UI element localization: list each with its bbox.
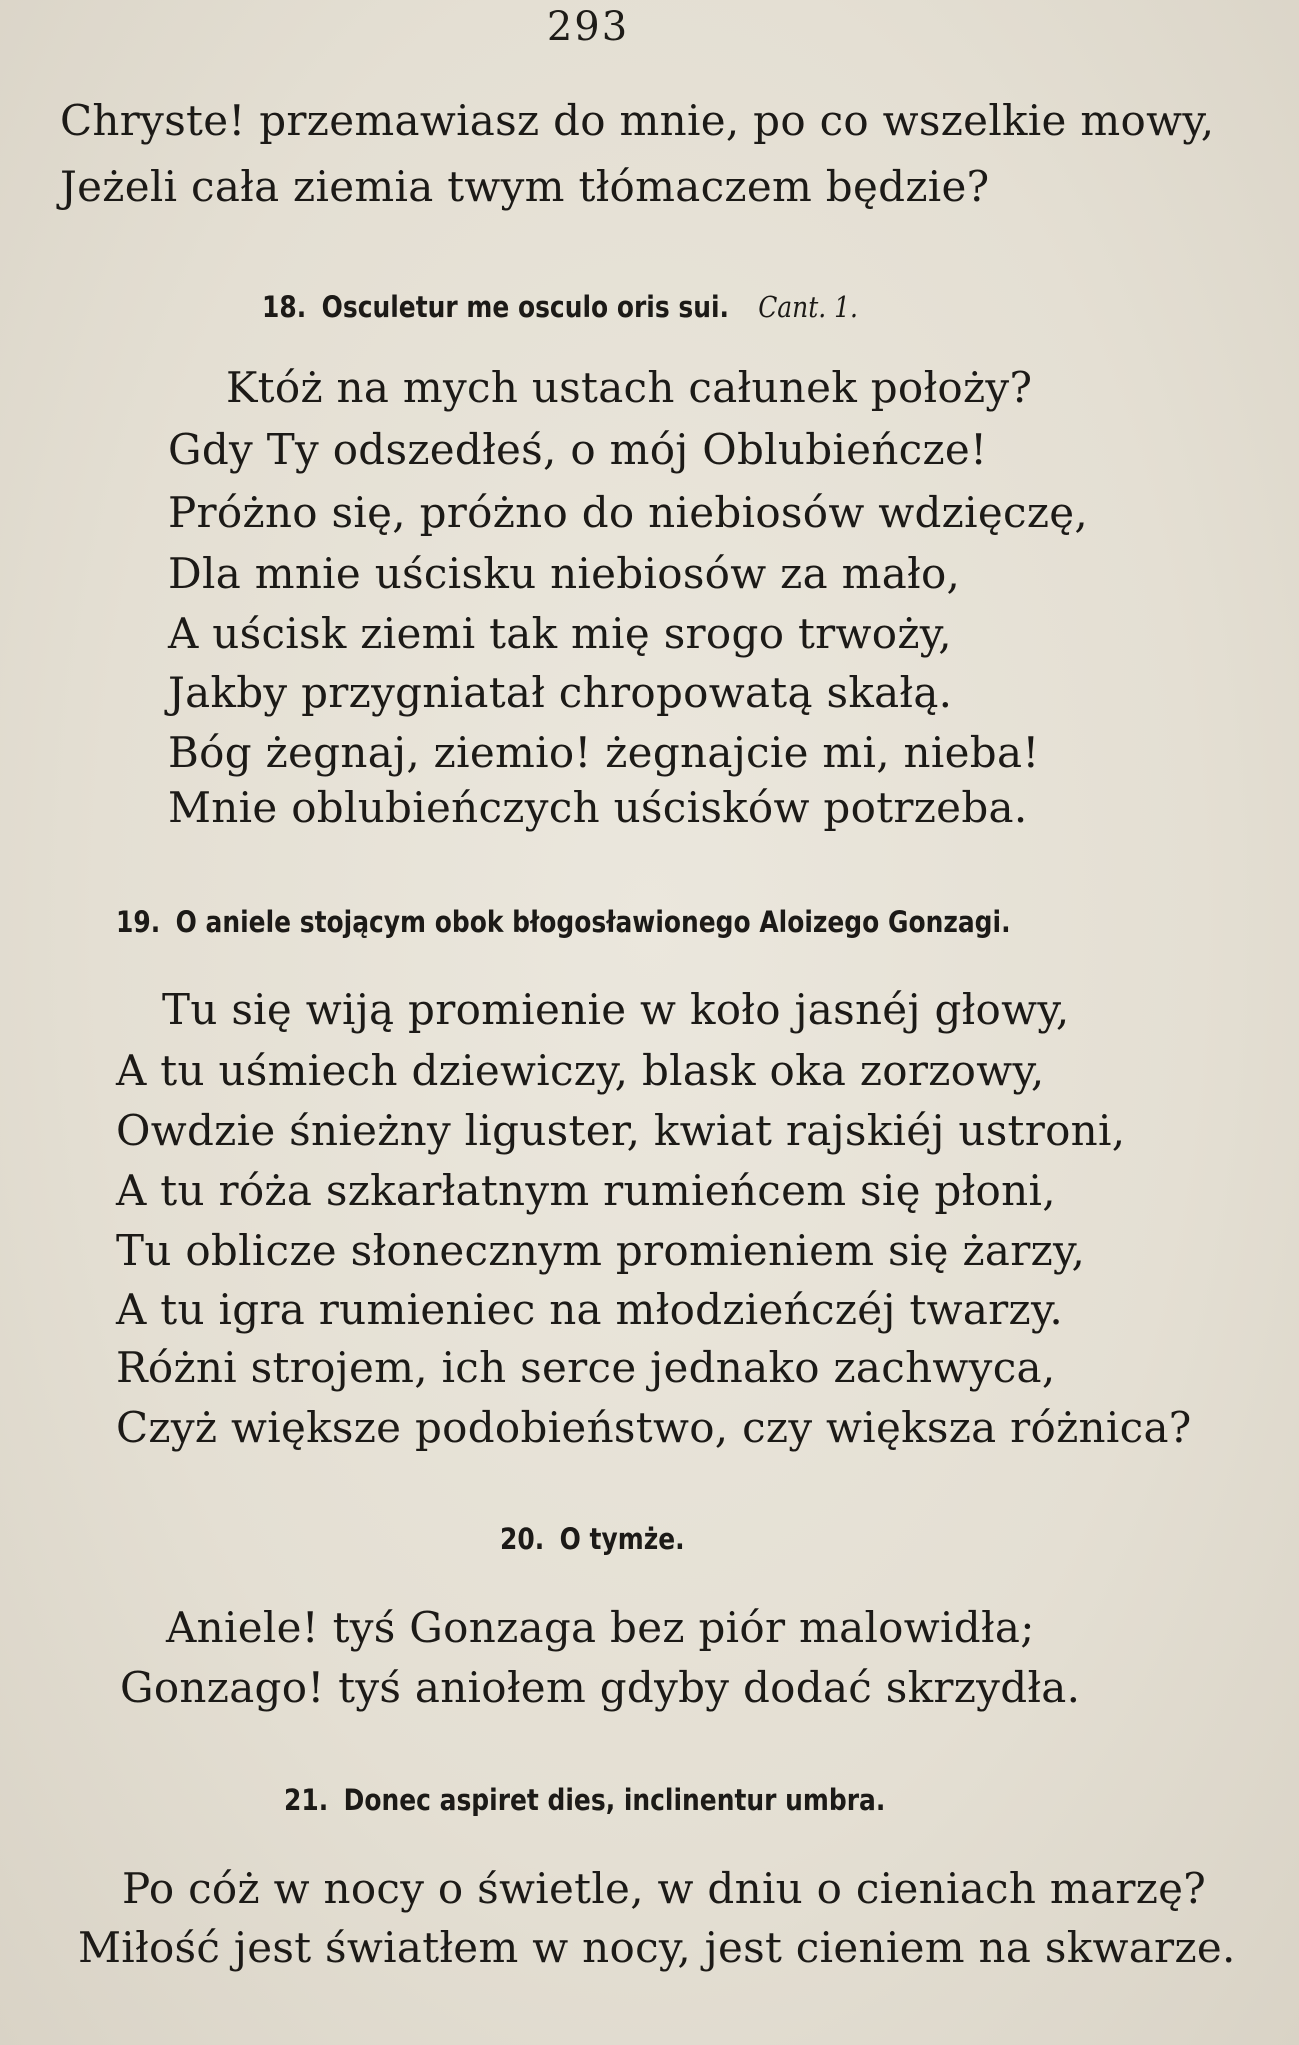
- poem-heading: [500, 1522, 685, 1556]
- poem-line: Bóg żegnaj, ziemio! żegnajcie mi, nieba!: [168, 728, 1040, 777]
- poem-line: A tu róża szkarłatnym rumieńcem się płoni,: [116, 1166, 1056, 1215]
- poem-line: Tu się wiją promienie w koło jasnéj głowy,: [162, 985, 1070, 1034]
- poem-heading: [116, 905, 1011, 939]
- poem-line: Po cóż w nocy o świetle, w dniu o cieniach marzę?: [122, 1864, 1207, 1913]
- poem-line: Miłość jest światłem w nocy, jest cieniem na skwarze.: [78, 1923, 1236, 1972]
- poem-line: A uścisk ziemi tak mię srogo trwoży,: [168, 609, 952, 658]
- poem-line: Owdzie śnieżny liguster, kwiat rajskiéj ustroni,: [116, 1106, 1126, 1155]
- poem-number: 20.: [500, 1522, 545, 1556]
- poem-heading: [262, 290, 858, 324]
- poem-line: Jeżeli cała ziemia twym tłómaczem będzie?: [60, 162, 990, 211]
- page-number: 293: [546, 4, 630, 50]
- poem-number: 19.: [116, 905, 161, 939]
- poem-line: Dla mnie uścisku niebiosów za mało,: [168, 549, 961, 598]
- poem-heading: [284, 1783, 885, 1817]
- poem-line: A tu igra rumieniec na młodzieńczéj twarzy.: [116, 1285, 1064, 1334]
- poem-reference: Cant. 1.: [758, 290, 858, 324]
- poem-line: Gdy Ty odszedłeś, o mój Oblubieńcze!: [168, 425, 988, 474]
- poem-line: Jakby przygniatał chropowatą skałą.: [168, 668, 953, 717]
- poem-line: Tu oblicze słonecznym promieniem się żarzy,: [116, 1226, 1086, 1275]
- poem-line: A tu uśmiech dziewiczy, blask oka zorzowy,: [116, 1046, 1045, 1095]
- poem-line: Różni strojem, ich serce jednako zachwyca,: [116, 1343, 1056, 1392]
- poem-title: O aniele stojącym obok błogosławionego Aloizego Gonzagi.: [175, 905, 1011, 939]
- poem-title: Osculetur me osculo oris sui.: [321, 290, 729, 324]
- poem-title: Donec aspiret dies, inclinentur umbra.: [343, 1783, 886, 1817]
- poem-line: Aniele! tyś Gonzaga bez piór malowidła;: [166, 1603, 1035, 1652]
- poem-line: Któż na mych ustach całunek położy?: [226, 363, 1033, 412]
- poem-number: 21.: [284, 1783, 329, 1817]
- poem-line: Próżno się, próżno do niebiosów wdzięczę,: [168, 488, 1089, 537]
- poem-title: O tymże.: [559, 1522, 685, 1556]
- poem-line: Czyż większe podobieństwo, czy większa różnica?: [116, 1403, 1192, 1452]
- poem-line: Gonzago! tyś aniołem gdyby dodać skrzydła.: [120, 1663, 1081, 1712]
- poem-line: Mnie oblubieńczych uścisków potrzeba.: [168, 783, 1028, 832]
- poem-number: 18.: [262, 290, 307, 324]
- poem-line: Chryste! przemawiasz do mnie, po co wszelkie mowy,: [60, 96, 1215, 145]
